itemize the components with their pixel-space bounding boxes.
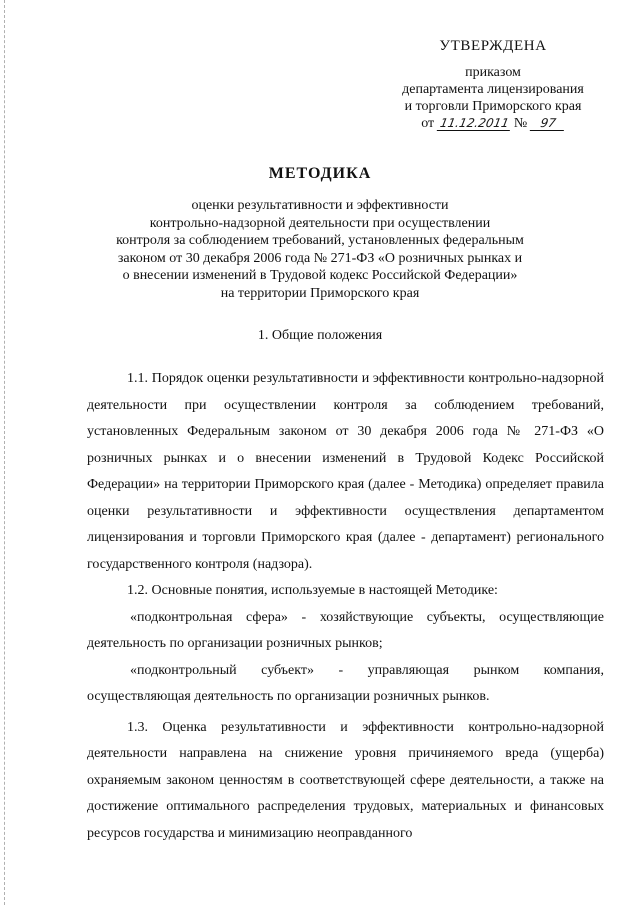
- approval-block: [378, 38, 608, 132]
- definition-paragraph: «подконтрольная сфера» - хозяйствующие субъекты, осуществляющие деятельность по организации розничных рынков;: [87, 609, 604, 651]
- number-label: №: [513, 116, 528, 131]
- approval-line: и торговли Приморского края: [404, 99, 582, 114]
- approval-line: приказом: [465, 65, 521, 80]
- paragraph-1-3: 1.3. Оценка результативности и эффективности контрольно-надзорной деятельности направлена на снижение уровня причиняемого вреда (ущерба) охраняемым законом ценностям в соответствующей сфере деятельности, а также на достижение оптимального распределения трудовых, материальных и финансовых ресурсов государства и минимизацию неоправданного: [87, 719, 604, 841]
- section-title: 1. Общие положения: [257, 328, 383, 343]
- scan-edge-line: [4, 0, 5, 905]
- approval-title: УТВЕРЖДЕНА: [439, 38, 547, 54]
- definition-paragraph: «подконтрольный субъект» - управляющая рынком компания, осуществляющая деятельность по организации розничных рынков.: [87, 662, 604, 704]
- approval-date-line: [378, 115, 608, 132]
- subtitle-line: законом от 30 декабря 2006 года № 271-ФЗ «О розничных рынках и: [117, 250, 523, 266]
- paragraph-1-1: 1.1. Порядок оценки результативности и эффективности контрольно-надзорной деятельности при осуществлении контроля за соблюдением требований, установленных Федеральным законом от 30 декабря 2006 года № 271-ФЗ «О розничных рынках и о внесении изменений в Трудовой Кодекс Российской Федерации» на территории Приморского края (далее - Методика) определяет правила оценки результативности и эффективности осуществления департаментом лицензирования и торговли Приморского края (далее - департамент) регионального государственного контроля (надзора).: [87, 371, 604, 572]
- date-prefix: от: [421, 116, 435, 131]
- subtitle-line: контрольно-надзорной деятельности при осуществлении: [149, 215, 491, 231]
- subtitle-line: на территории Приморского края: [220, 285, 420, 301]
- handwritten-date: 11.12.2011: [436, 117, 511, 131]
- paragraph-1-2: 1.2. Основные понятия, используемые в настоящей Методике:: [127, 583, 498, 598]
- handwritten-number: 97: [530, 117, 566, 131]
- document-heading: [0, 165, 640, 302]
- document-title: МЕТОДИКА: [268, 165, 372, 182]
- body-text: [87, 366, 604, 847]
- approval-line: департамента лицензирования: [402, 82, 584, 97]
- subtitle-line: о внесении изменений в Трудовой кодекс Российской Федерации»: [122, 268, 518, 283]
- subtitle-line: оценки результативности и эффективности: [191, 198, 449, 213]
- subtitle-line: контроля за соблюдением требований, установленных федеральным: [116, 233, 524, 248]
